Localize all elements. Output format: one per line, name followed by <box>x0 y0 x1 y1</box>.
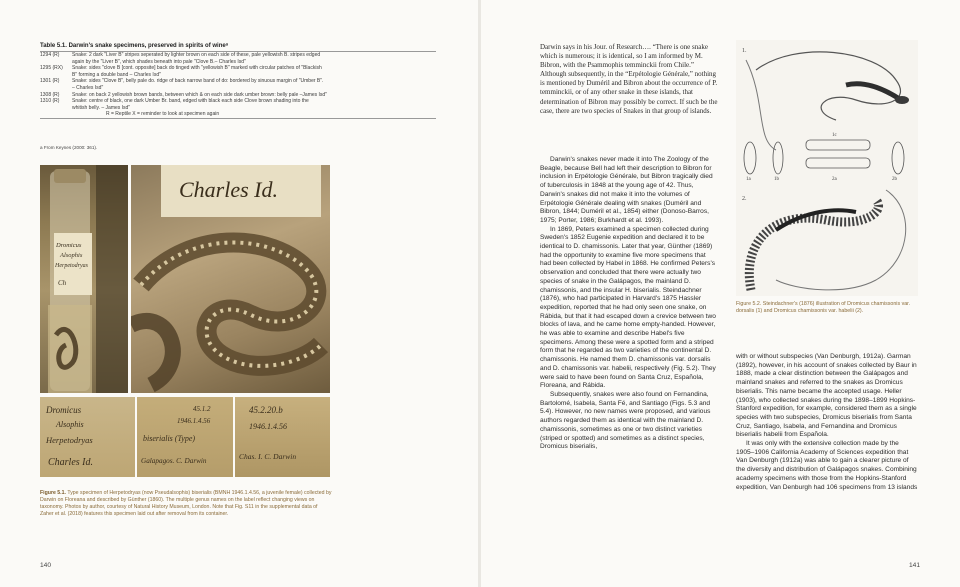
figure-5-2-caption: Figure 5.2. Steindachner's (1876) illustration of Dromicus chamissonis var. dorsalis (1) and Dromicus chamissonis var. habelii (2). <box>736 301 911 315</box>
specimen-description: again by the "Liver B", which shades beneath into pale "Clove B.– Charles Isd" <box>72 58 246 65</box>
figure-5-1-caption <box>40 490 332 518</box>
specimen-description: R = Reptile X = reminder to look at specimen again <box>106 111 220 118</box>
page-number-left: 140 <box>40 562 52 569</box>
table-row <box>40 85 436 92</box>
plate-label: 1b <box>774 177 779 182</box>
paragraph: Darwin's snakes never made it into The Zoology of the Beagle, because Bell had left their description to Bibron for inclusion in Erpétologie Générale, but Bibron tragically died of tuberculosis in 1848 at the young age of 42. Thus, Darwin's snakes did not make it into the volumes of Erpétologie Générale dealing with snakes (Duméril and Bibron, 1844; Duméril et al., 1854) either (Donoso-Barros, 1975; Porter, 1986; Burkhardt et al. 1993). <box>540 156 713 224</box>
label-line: Galapagos. C. Darwin <box>141 457 207 465</box>
specimen-number: 1295 (RX) <box>40 65 63 72</box>
plate-label: 1a <box>746 177 751 182</box>
specimen-number: 1301 (R) <box>40 78 60 85</box>
left-page <box>0 0 479 587</box>
label-illustration <box>235 397 330 477</box>
table-row <box>40 59 436 66</box>
text-column-left <box>540 156 718 452</box>
label-line: Charles Id. <box>48 457 93 468</box>
jar-label-line: Herpetodryas <box>55 263 88 269</box>
specimen-closeup-photo <box>131 165 330 393</box>
table-row <box>40 111 436 118</box>
label-line: 45.2.20.b <box>249 405 283 415</box>
plate-label: 1. <box>742 48 747 54</box>
table-row <box>40 78 436 85</box>
label-line: biserialis (Type) <box>143 434 196 443</box>
specimen-jar-photo <box>40 165 128 393</box>
label-line: 45.1.2 <box>193 405 211 413</box>
jar-label-line: Alsophis <box>60 252 83 259</box>
block-quote <box>540 43 718 116</box>
closeup-label: Charles Id. <box>179 177 278 202</box>
label-line: Herpetodryas <box>46 435 93 445</box>
paragraph: It was only with the extensive collection made by the 1905–1906 California Academy of Sciences expedition that Van Denburgh (1912a) was able to gain a clearer picture of the diversity and distribution of Galápagos snakes. Combining academy specimens with those from the Hopkins-Stanford expedition, Van Denburgh had 106 specimens from 13 islands <box>736 440 918 491</box>
specimen-description: Snake: sides "clove B [cont. opposite] back do tinged with "yellowish B" marked with circular patches of "Blackish <box>72 65 322 72</box>
jar-label-line: Ch <box>58 279 67 287</box>
specimen-description: Snake: on back 2 yellowish brown bands, between which & on each side dark umber brown: belly pale –James Isd" <box>72 91 327 98</box>
table-row <box>40 92 436 99</box>
specimen-number <box>40 85 72 92</box>
table-row <box>40 105 436 112</box>
label-line: 1946.1.4.56 <box>249 422 287 431</box>
figure-label: Figure 5.1. <box>40 490 66 496</box>
specimen-number <box>40 72 72 79</box>
paragraph: In 1869, Peters examined a specimen collected during Sweden's 1852 Eugenie expedition and declared it to be identical to D. chamissonis. Later that year, Günther (1869) had the opportunity to examine five more specimens that had been collected by Habel in 1868. He confirmed Peters's observation and concluded that there were actually two species of snake in the Galápagos, the mainland D. chamissonis, and the insular H. biserialis. Steindachner (1876), who had participated in Harvard's 1875 Hassler expedition, reported that he had only seen one snake, on Rábida, but that it had escaped down a crevice between two blocks of lava, and he came home empty-handed. However, he was able to examine and describe Habel's five specimens. Among these were a spotted form and a striped form that he regarded as two varieties of the continental D. chamissonis. He named them D. chamissonis var. dorsalis and D. chamissonis var. habelii, respectively (Fig. 5.2). They were said to have been found on Santa Cruz, Española, Floreana, and Rábida. <box>540 225 716 390</box>
table-row <box>40 52 436 59</box>
label-illustration <box>137 397 233 477</box>
plate-label: 1c <box>832 133 837 138</box>
table-row <box>40 65 436 72</box>
paragraph: Subsequently, snakes were also found on Fernandina, Bartolomé, Isabela, Santa Fé, and Santiago (Figs. 5.3 and 5.4). However, no new names were proposed, and various authors regarded them as identical with the mainland D. chamissonis, sometimes as one or two distinct varieties (striped or spotted) and sometimes as a distinct species, Dromicus biserialis, <box>540 390 711 451</box>
specimen-number <box>40 111 72 118</box>
specimen-number <box>40 59 72 66</box>
table-title: Table 5.1. Darwin's snake specimens, preserved in spirits of wineᵃ <box>40 43 228 49</box>
table-row <box>40 72 436 79</box>
figure-5-2-plate <box>736 40 918 296</box>
table-footnote: a From Keynes (2000: 361). <box>40 145 98 150</box>
paragraph: with or without subspecies (Van Denburgh, 1912a). Garman (1892), however, in his account of snakes collected by Baur in 1888, made a clear distinction between the Galápagos and mainland snakes and referred to the snakes as Dromicus biserialis. This name became the accepted usage. Heller (1903), who collected snakes during the 1898–1899 Hopkins-Stanford expedition, for example, considered them as a single species with two subspecies, Dromicus biserialis from Santa Cruz, Santiago, Isabela, and Fernandina and Dromicus biserialis habelii from Española. <box>736 353 917 439</box>
closeup-illustration <box>131 165 330 393</box>
plate-label: 2. <box>742 196 747 202</box>
specimen-description: Snake: centre of black, one dark Umber Br. band, edged with black each side Clove brown shading into the <box>72 98 309 105</box>
right-page <box>481 0 960 587</box>
specimen-description: Snake: 2 dark "Liver B" stripes seperated by lighter brown on each side of these, pale yellowish B. stripes edged <box>72 52 321 58</box>
specimen-table <box>40 51 436 119</box>
specimen-number <box>40 105 72 112</box>
table-row <box>40 98 436 105</box>
specimen-description: – Charles Isd" <box>72 84 104 91</box>
label-photo-1 <box>40 397 135 477</box>
specimen-description: whitish belly. – James Isd" <box>72 104 131 111</box>
text-column-right <box>736 353 918 492</box>
label-line: 1946.1.4.56 <box>177 417 211 425</box>
label-illustration <box>40 397 135 477</box>
label-line: Dromicus <box>46 405 82 415</box>
label-line: Alsophis <box>56 420 84 429</box>
label-photo-3 <box>235 397 330 477</box>
snake-plate-illustration <box>736 40 918 296</box>
label-photo-2 <box>137 397 233 477</box>
plate-label: 2a <box>832 177 837 182</box>
page-number-right: 141 <box>909 562 921 569</box>
plate-label: 2b <box>892 177 897 182</box>
figure-caption-text: Type specimen of Herpetodryas (now Pseudalsophis) biserialis (BMNH 1946.1.4.56, a juvenile female) collected by Darwin on Floreana and described by Günther (1860). The multiple genus names on the label reflect changing views on taxonomy. Photos by author, courtesy of Natural History Museum, London. Note that Fig. S11 in the supplemental data of Zaher et al. (2018) features this specimen laid out after removal from its container. <box>40 490 332 518</box>
jar-label-line: Dromicus <box>56 242 82 249</box>
quote-text: Darwin says in his Jour. of Research…. “There is one snake which is numerous; it is identical, so I am informed by M. Bibron, with the Psammophis temminckii from Chile.” Although subsequently, in the “Erpétologie Générale,” nothing is mentioned by Duméril and Bibron about the occurrence of P. temminckii, or of any other snake in these islands, that determination of Bibron may possibly be correct. If such be the case, there are two species of Snakes in that group of islands. <box>540 43 718 115</box>
specimen-description: B" forming a double band – Charles Isd" <box>72 71 161 78</box>
specimen-number: 1310 (R) <box>40 98 60 105</box>
specimen-number: 1294 (R) <box>40 52 60 58</box>
label-line: Chas. I. C. Darwin <box>239 452 297 461</box>
jar-illustration <box>40 165 128 393</box>
specimen-description: Snake: sides "Clove B", belly pale do. ridge of back narrow band of do: bordered by sinuous margin of "Umber B". <box>72 78 324 85</box>
specimen-number: 1308 (R) <box>40 91 60 98</box>
